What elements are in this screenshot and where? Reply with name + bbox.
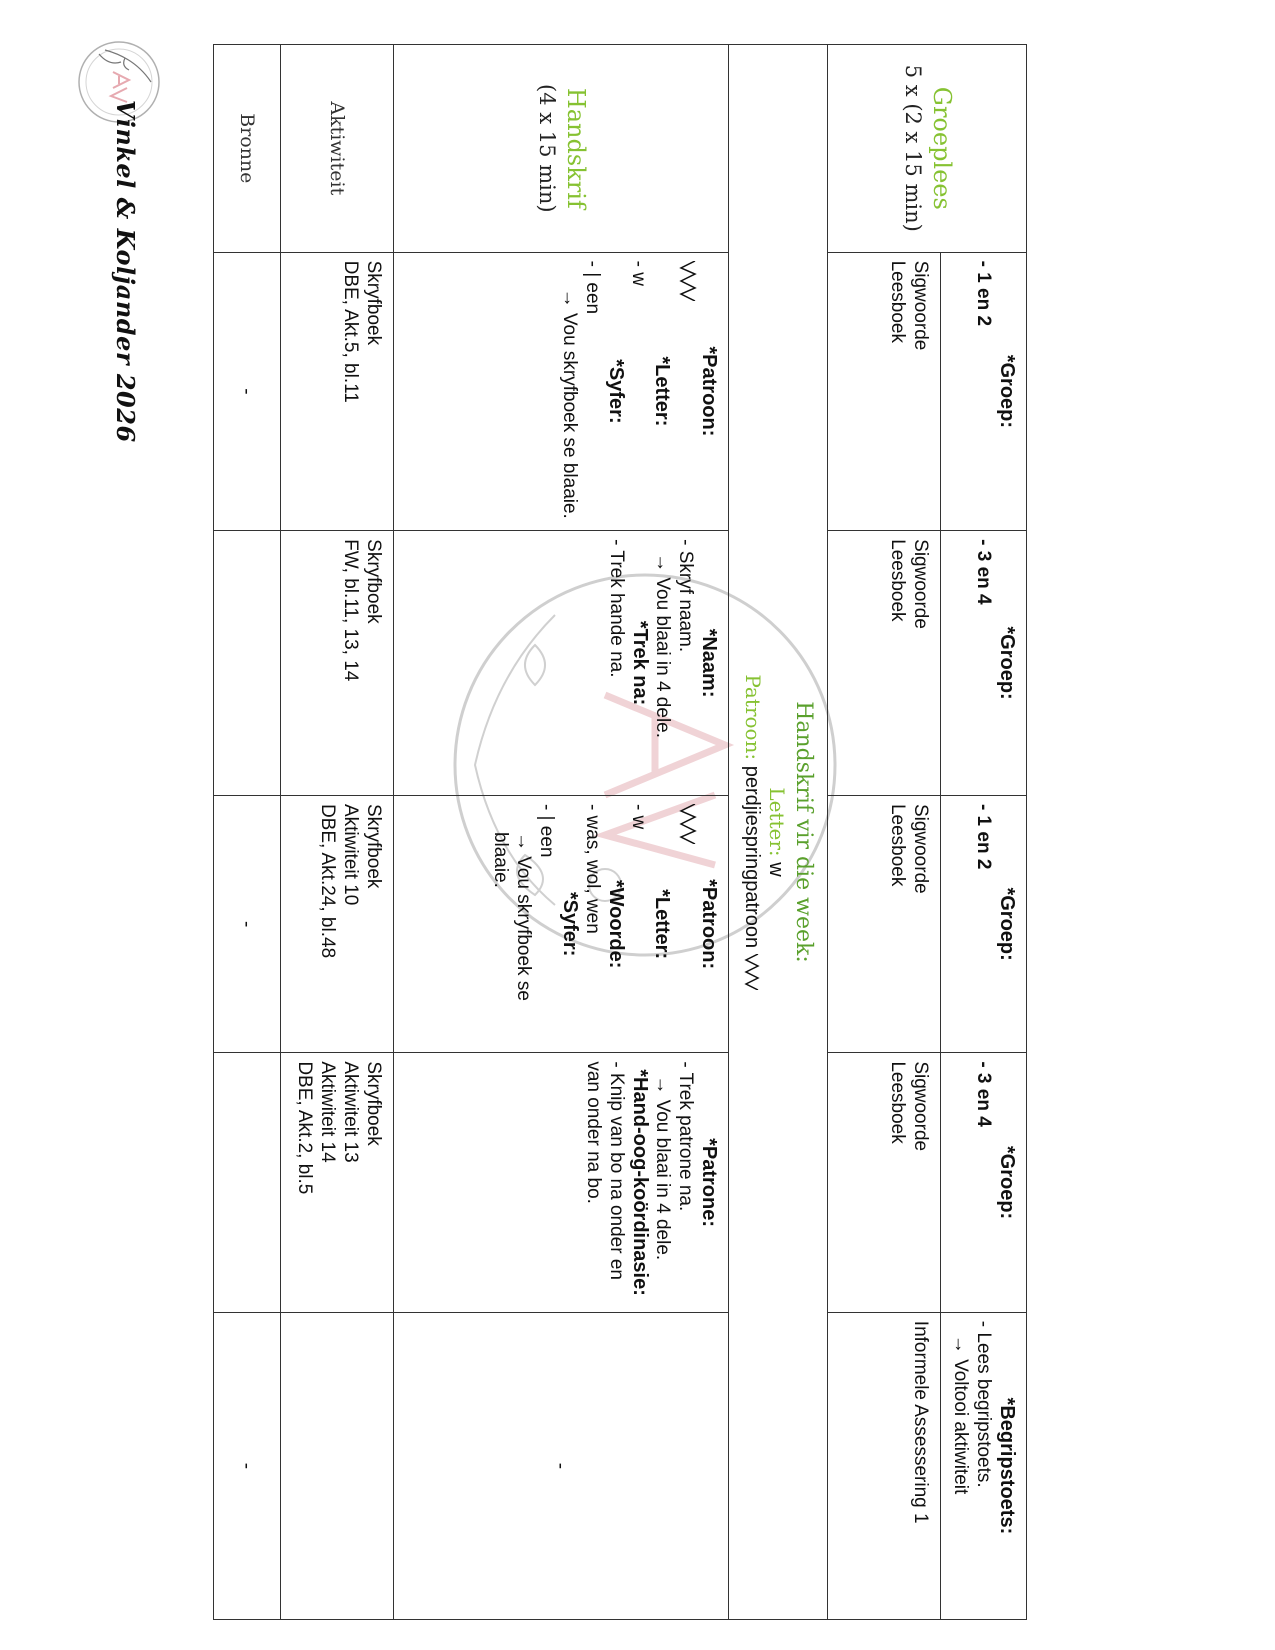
sigwoorde-label: Sigwoorde [910,260,931,351]
banner-row [729,45,828,1620]
activity-line: Skryfboek [363,803,384,889]
groeplees-sub-3 [828,795,941,1052]
letter-heading: *Letter: [651,356,673,427]
hand-oog-line: - Knip van bo na onder en van onder na bo. [583,1061,627,1280]
activity-line: DBE, Akt.2, bl.5 [294,1061,315,1195]
activity-line: Aktiwiteit 13 [340,1061,361,1163]
groeplees-cell-4 [941,1053,1027,1312]
sigwoorde-label: Sigwoorde [910,539,931,629]
handskrif-time: (4 x 15 min) [535,84,560,213]
letter-heading: *Letter: [651,889,673,960]
aktiwiteit-cell-4 [281,1053,394,1312]
bronne-cell-4 [214,1053,281,1312]
group-line: - 1 en 2 [973,260,994,327]
note-line: → Vou skryfboek se blaaie. [490,831,534,1001]
banner-title: Handskrif vir die week: [791,701,817,963]
leesboek-label: Leesboek [887,803,908,887]
zigzag-pattern-icon [744,954,760,990]
syfer-heading: *Syfer: [605,359,627,424]
syfer-line: - | een [536,803,557,858]
letter-line: - w [628,803,649,830]
handskrif-row [394,45,729,1620]
handskrif-cell-5: - [394,1312,729,1619]
aktiwiteit-label: Aktiwiteit [281,45,394,253]
activity-line: Skryfboek [363,260,384,346]
footer-title: Vinkel & Koljander 2026 [111,100,140,443]
aktiwiteit-cell-5 [281,1312,394,1619]
letter-value: w [765,862,788,877]
handskrif-cell-1 [394,252,729,531]
assessment-label: Informele Assessering 1 [910,1320,931,1524]
zigzag-pattern-icon [679,804,697,844]
activity-line: Skryfboek [363,1061,384,1146]
aktiwiteit-cell-3 [281,795,394,1052]
activity-line: Aktiwiteit 14 [317,1061,338,1163]
groeplees-sub-4 [828,1053,941,1312]
naam-line-1: - Skryf naam. [675,539,696,653]
group-heading: *Groep: [996,354,1018,429]
groeplees-row [941,45,1027,1620]
letter-label: Letter: [765,787,790,857]
bronne-label: Bronne [214,45,281,253]
trek-heading: *Trek na: [629,620,651,706]
activity-line: Skryfboek [363,539,384,624]
aktiwiteit-cell-1 [281,252,394,531]
patroon-label: Patroon: [741,674,766,761]
bronne-cell-3: - [214,795,281,1052]
letter-line: - w [628,260,649,286]
leesboek-label: Leesboek [887,1061,908,1144]
lesson-plan-table [213,44,1027,1620]
patrone-heading: *Patrone: [698,1138,720,1227]
naam-heading: *Naam: [698,628,720,698]
woorde-heading: *Woorde: [605,879,627,969]
group-heading: *Groep: [996,887,1018,961]
patroon-heading: *Patroon: [698,879,720,970]
assessment-cell [828,1312,941,1619]
trek-line: - Trek hande na. [606,539,627,678]
group-heading: *Groep: [996,626,1018,700]
group-line: - 1 en 2 [973,803,994,870]
groeplees-sub-1 [828,252,941,531]
leesboek-label: Leesboek [887,260,908,343]
syfer-heading: *Syfer: [559,891,581,957]
leesboek-label: Leesboek [887,539,908,622]
groeplees-name: Groeplees [928,86,957,210]
groeplees-sub-2 [828,531,941,796]
groeplees-sub-row [828,45,941,1620]
activity-line: FW, bl.11, 13, 14 [340,539,361,682]
patrone-line-2: → Vou blaai in 4 dele. [652,1075,673,1261]
handskrif-cell-3 [394,795,729,1052]
note-line: → Vou skryfboek se blaaie. [559,288,580,519]
zigzag-pattern-icon [679,261,697,301]
activity-line: Aktiwiteit 10 [340,803,361,906]
patrone-line-1: - Trek patrone na. [675,1061,696,1212]
groeplees-cell-3 [941,795,1027,1052]
group-line: - 3 en 4 [973,539,994,605]
handskrif-week-banner [729,45,828,1620]
hand-oog-heading: *Hand-oog-koördinasie: [629,1069,651,1296]
begripstoets-cell [941,1312,1027,1619]
groeplees-cell-1 [941,252,1027,531]
bronne-cell-2 [214,531,281,796]
activity-line: DBE, Akt.5, bl.11 [340,260,361,403]
activity-line: DBE, Akt.24, bl.48 [317,803,338,959]
handskrif-cell-2 [394,531,729,796]
groeplees-cell-2 [941,531,1027,796]
naam-line-2: → Vou blaai in 4 dele. [652,553,673,739]
group-heading: *Groep: [996,1145,1018,1220]
bronne-cell-1: - [214,252,281,531]
begripstoets-line-1: - Lees begripstoets. [973,1320,994,1488]
begripstoets-heading: *Begripstoets: [996,1397,1018,1535]
patroon-value: perdjiespringpatroon [741,765,764,949]
patroon-heading: *Patroon: [698,346,720,437]
sigwoorde-label: Sigwoorde [910,1061,931,1152]
handskrif-cell-4 [394,1053,729,1312]
groeplees-time: 5 x (2 x 15 min) [901,64,926,232]
syfer-line: - | een [582,260,603,315]
bronne-cell-5: - [214,1312,281,1619]
banner-patroon [741,53,765,1611]
banner-letter [765,53,789,1611]
aktiwiteit-cell-2 [281,531,394,796]
begripstoets-line-2: → Voltooi aktiwiteit [950,1334,971,1495]
handskrif-subject [394,45,729,253]
group-line: - 3 en 4 [973,1061,994,1127]
handskrif-name: Handskrif [562,87,591,209]
woorde-line: - was, wol, wen [582,803,603,934]
groeplees-subject [828,45,1027,253]
sigwoorde-label: Sigwoorde [910,803,931,894]
bronne-row [214,45,281,1620]
aktiwiteit-row [281,45,394,1620]
